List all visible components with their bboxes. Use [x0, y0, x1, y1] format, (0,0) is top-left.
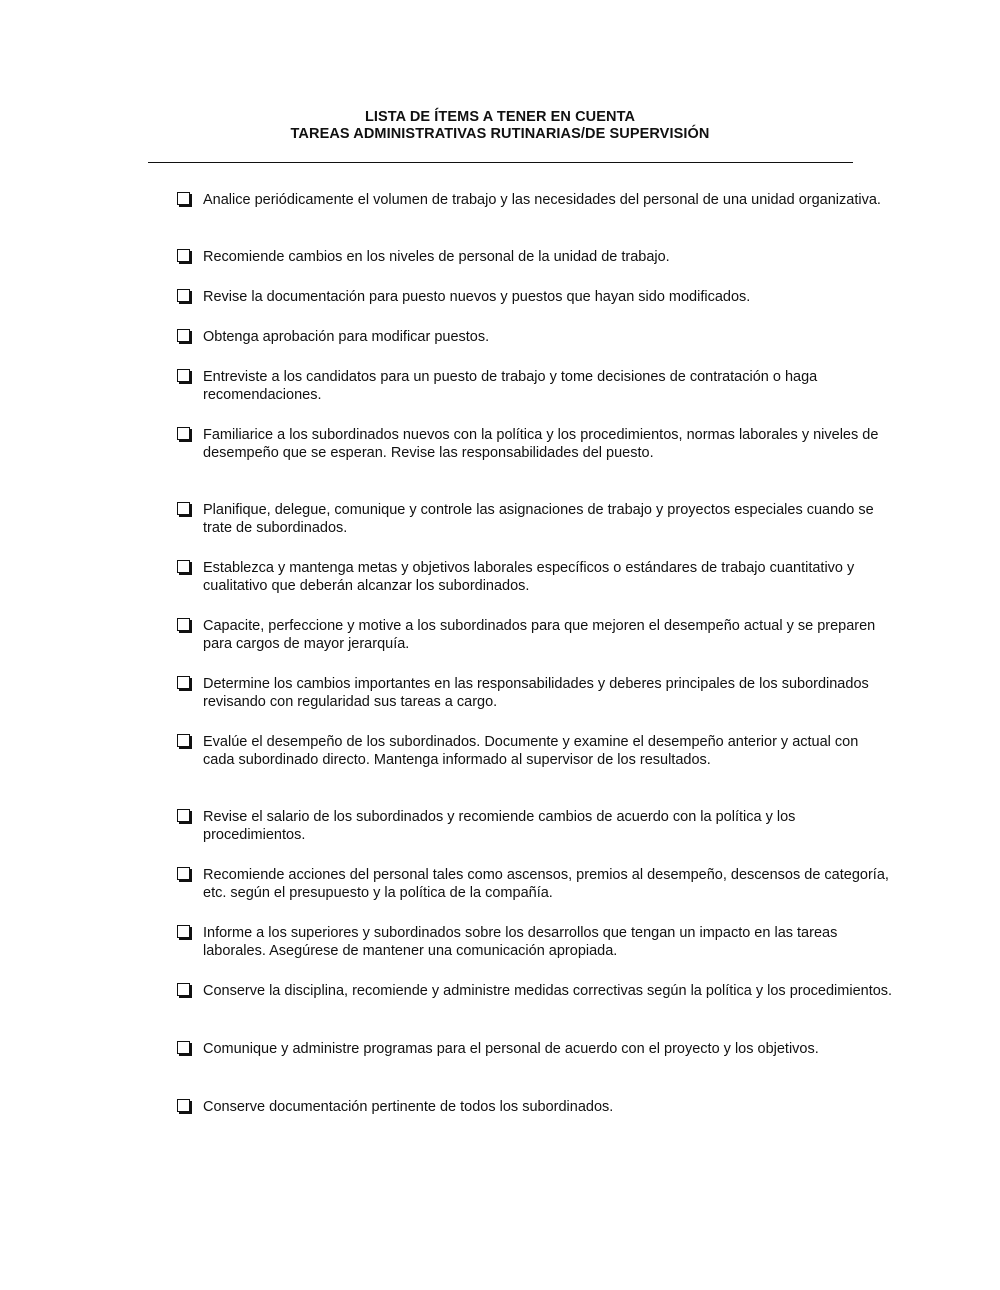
checklist-item-text: Conserve la disciplina, recomiende y administre medidas correctivas según la política y los procedimientos.	[203, 983, 893, 999]
checkbox-empty-icon[interactable]	[177, 618, 190, 631]
checklist-item-text: Recomiende acciones del personal tales como ascensos, premios al desempeño, descensos de categoría, etc. según el presupuesto y la política de la compañía.	[203, 867, 889, 901]
checkbox-empty-icon[interactable]	[177, 427, 190, 440]
checklist-item-text: Analice periódicamente el volumen de trabajo y las necesidades del personal de una unidad organizativa.	[203, 192, 881, 208]
checklist-item	[175, 733, 893, 769]
checklist-item-text: Revise la documentación para puesto nuevos y puestos que hayan sido modificados.	[203, 289, 751, 305]
checkbox-empty-icon[interactable]	[177, 369, 190, 382]
checklist-item-text: Recomiende cambios en los niveles de personal de la unidad de trabajo.	[203, 249, 670, 265]
checkbox-empty-icon[interactable]	[177, 502, 190, 515]
checklist-item-text: Conserve documentación pertinente de todos los subordinados.	[203, 1099, 614, 1115]
checklist-item	[175, 924, 893, 960]
checklist-item	[175, 501, 893, 537]
checklist-item-text: Entreviste a los candidatos para un puesto de trabajo y tome decisiones de contratación o haga recomendaciones.	[203, 369, 818, 403]
checkbox-empty-icon[interactable]	[177, 867, 190, 880]
checklist-item-text: Familiarice a los subordinados nuevos con la política y los procedimientos, normas laborales y niveles de desempeño que se esperan. Revise las responsabilidades del puesto.	[203, 427, 879, 461]
checklist-item	[175, 1040, 893, 1058]
checklist-item-text: Obtenga aprobación para modificar puestos.	[203, 329, 490, 345]
checkbox-empty-icon[interactable]	[177, 983, 190, 996]
checklist-item-text: Establezca y mantenga metas y objetivos laborales específicos o estándares de trabajo cuantitativo y cualitativo que deberán alcanzar los subordinados.	[203, 560, 855, 594]
checklist-item	[175, 1098, 893, 1116]
checkbox-empty-icon[interactable]	[177, 1041, 190, 1054]
checklist-item	[175, 559, 893, 595]
document-title	[0, 109, 1000, 143]
checkbox-empty-icon[interactable]	[177, 925, 190, 938]
checklist-item	[175, 248, 893, 266]
checklist-item	[175, 288, 893, 306]
checkbox-empty-icon[interactable]	[177, 809, 190, 822]
title-line-2: TAREAS ADMINISTRATIVAS RUTINARIAS/DE SUPERVISIÓN	[290, 126, 710, 142]
checklist-item-text: Informe a los superiores y subordinados sobre los desarrollos que tengan un impacto en las tareas laborales. Asegúrese de mantener una comunicación apropiada.	[203, 925, 838, 959]
title-line-1: LISTA DE ÍTEMS A TENER EN CUENTA	[364, 109, 636, 125]
checkbox-empty-icon[interactable]	[177, 1099, 190, 1112]
checkbox-empty-icon[interactable]	[177, 329, 190, 342]
checklist-item-text: Determine los cambios importantes en las responsabilidades y deberes principales de los subordinados revisando con regularidad sus tareas a cargo.	[203, 676, 869, 710]
checklist-item	[175, 426, 893, 462]
checklist-item-text: Comunique y administre programas para el personal de acuerdo con el proyecto y los objetivos.	[203, 1041, 819, 1057]
checklist-item-text: Evalúe el desempeño de los subordinados. Documente y examine el desempeño anterior y actual con cada subordinado directo. Mantenga informado al supervisor de los resultados.	[203, 734, 859, 768]
checklist-item	[175, 368, 893, 404]
checkbox-empty-icon[interactable]	[177, 734, 190, 747]
checkbox-empty-icon[interactable]	[177, 676, 190, 689]
checklist-item	[175, 866, 893, 902]
checklist-item	[175, 191, 893, 209]
checkbox-empty-icon[interactable]	[177, 560, 190, 573]
checklist-item-text: Revise el salario de los subordinados y recomiende cambios de acuerdo con la política y los procedimientos.	[203, 809, 796, 843]
checklist-item	[175, 675, 893, 711]
checklist-item-text: Capacite, perfeccione y motive a los subordinados para que mejoren el desempeño actual y se preparen para cargos de mayor jerarquía.	[203, 618, 876, 652]
checkbox-empty-icon[interactable]	[177, 192, 190, 205]
checkbox-empty-icon[interactable]	[177, 249, 190, 262]
checklist-item	[175, 808, 893, 844]
checklist-item	[175, 328, 893, 346]
checklist-item	[175, 617, 893, 653]
checklist-item-text: Planifique, delegue, comunique y controle las asignaciones de trabajo y proyectos especiales cuando se trate de subordinados.	[203, 502, 874, 536]
title-divider	[148, 162, 853, 163]
checklist-item	[175, 982, 893, 1000]
checkbox-empty-icon[interactable]	[177, 289, 190, 302]
